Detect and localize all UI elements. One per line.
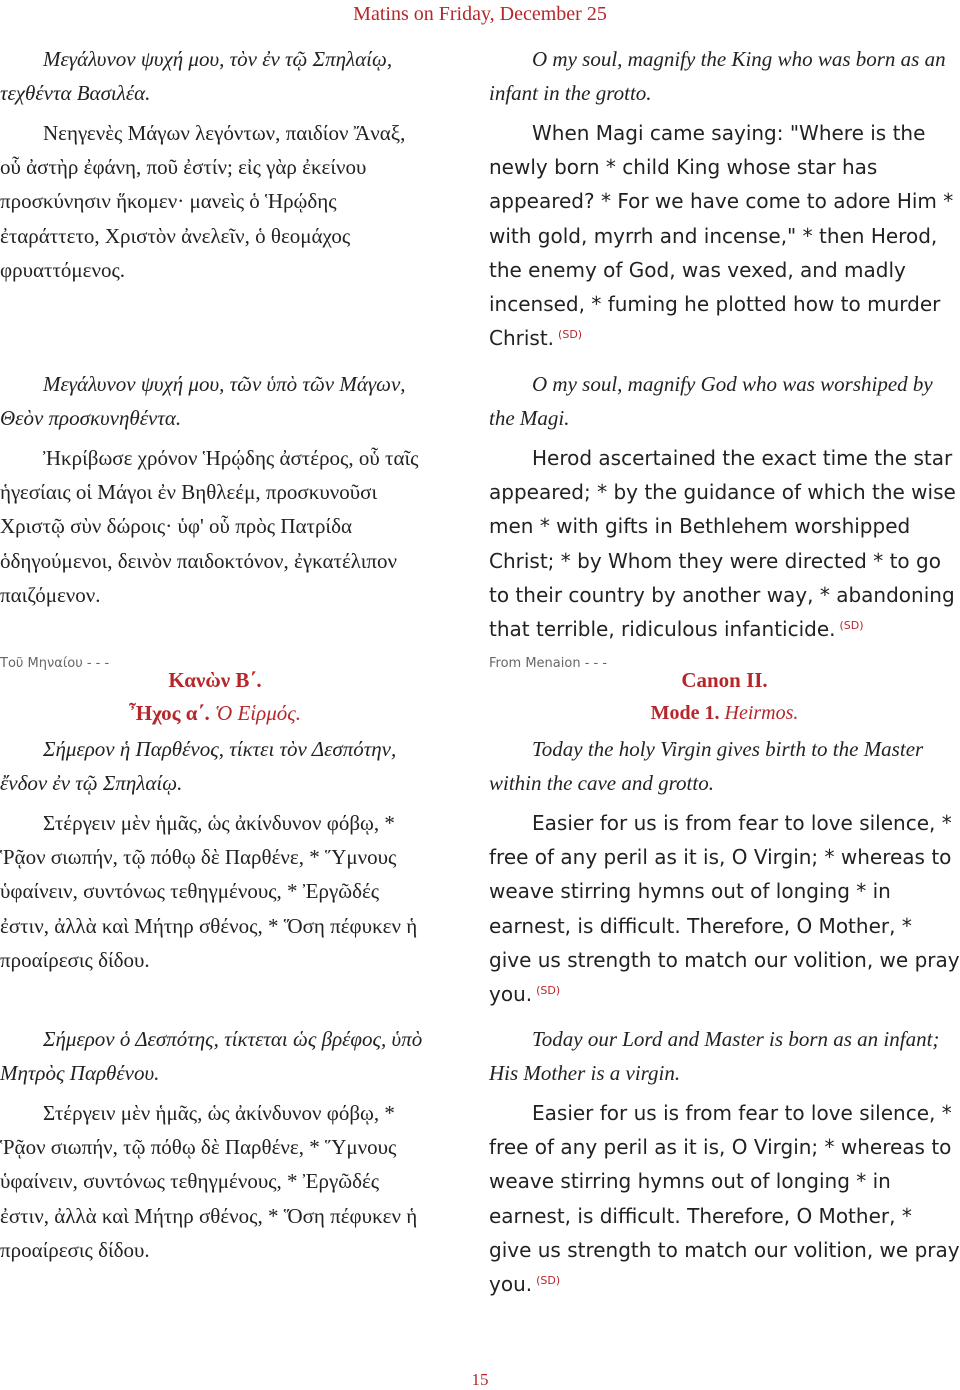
greek-mode: Ἦχος α΄. [128, 701, 210, 725]
greek-troparion-3: Στέργειν μὲν ἡμᾶς, ὡς ἀκίνδυνον φόβῳ, * Ῥᾷον σιωπήν, τῷ πόθῳ δὲ Παρθένε, * Ὕμνους ὑφαίνειν, συντόνως τεθηγμένους, * Ἐργῶδές ἐστιν, ἀλλὰ καὶ Μήτηρ σθένος, * Ὅση πέφυκεν ἡ προαίρεσις δίδου. [0, 811, 418, 972]
english-troparion-3: Easier for us is from fear to love silence, * free of any peril as it is, O Virgin; * whereas to weave stirring hymns out of longing * in earnest, is difficult. Therefore, O Mother, * give us strength to match our volition, we pray you. $^{(SD)}$ [489, 811, 960, 1007]
english-refrain-3: Today the holy Virgin gives birth to the Master within the cave and grotto. [489, 737, 924, 796]
greek-refrain-3: Σήμερον ἡ Παρθένος, τίκτει τὸν Δεσπότην, ἔνδον ἐν τῷ Σπηλαίῳ. [0, 737, 397, 796]
greek-canon-title: Κανὼν Β΄. [168, 668, 262, 692]
english-source-label: From Menaion - - - [489, 656, 608, 671]
greek-troparion-1: Νεηγενὲς Μάγων λεγόντων, παιδίον Ἄναξ, οὗ ἀστὴρ ἐφάνη, ποῦ ἐστίν; εἰς γὰρ ἐκείνου προσκύνησιν ἥκομεν· μανεὶς ὁ Ἡρῴδης ἐταράττετο, Χριστὸν ἀνελεῖν, ὁ θεομάχος φρυαττόμενος. [0, 121, 406, 282]
english-troparion-1: When Magi came saying: "Where is the newly born * child King whose star has appeared? * For we have come to adore Him * with gold, myrrh and incense," * then Herod, the enemy of God, was vexed, and madly incensed, * fuming he plotted how to murder Christ. $^{(SD)}$ [489, 121, 954, 351]
greek-refrain-2: Μεγάλυνον ψυχή μου, τῶν ὑπὸ τῶν Μάγων, Θεὸν προσκυνηθέντα. [0, 372, 406, 431]
sd-marker: (SD) [536, 1274, 561, 1288]
greek-mode-heirmos [0, 696, 430, 730]
greek-refrain-1: Μεγάλυνον ψυχή μου, τὸν ἐν τῷ Σπηλαίῳ, τεχθέντα Βασιλέα. [0, 47, 393, 106]
sd-marker: (SD) [839, 619, 864, 633]
greek-source-label: Τοῦ Μηναίου - - - [0, 656, 110, 671]
page-header: Matins on Friday, December 25 [353, 3, 607, 25]
english-refrain-2: O my soul, magnify God who was worshiped by the Magi. [489, 372, 933, 431]
english-refrain-1: O my soul, magnify the King who was born as an infant in the grotto. [489, 47, 946, 106]
greek-troparion-4: Στέργειν μὲν ἡμᾶς, ὡς ἀκίνδυνον φόβῳ, * Ῥᾷον σιωπήν, τῷ πόθῳ δὲ Παρθένε, * Ὕμνους ὑφαίνειν, συντόνως τεθηγμένους, * Ἐργῶδές ἐστιν, ἀλλὰ καὶ Μήτηρ σθένος, * Ὅση πέφυκεν ἡ προαίρεσις δίδου. [0, 1101, 418, 1262]
greek-troparion-2: Ἠκρίβωσε χρόνον Ἡρῴδης ἀστέρος, οὗ ταῖς ἡγεσίαις οἱ Μάγοι ἐν Βηθλεέμ, προσκυνοῦσι Χριστῷ σὺν δώροις· ὑφ' οὗ πρὸς Πατρίδα ὁδηγούμενοι, δεινὸν παιδοκτόνον, ἐγκατέλιπον παιζόμενον. [0, 446, 419, 607]
english-refrain-4: Today our Lord and Master is born as an infant; His Mother is a virgin. [489, 1027, 940, 1086]
greek-heirmos-label: Ὁ Εἱρμός. [215, 701, 302, 725]
english-heirmos-label: Heirmos. [724, 702, 799, 724]
english-troparion-4: Easier for us is from fear to love silence, * free of any peril as it is, O Virgin; * whereas to weave stirring hymns out of longing * in earnest, is difficult. Therefore, O Mother, * give us strength to match our volition, we pray you. $^{(SD)}$ [489, 1101, 960, 1297]
english-mode-heirmos [489, 696, 960, 730]
english-canon-title: Canon II. [681, 668, 768, 692]
english-troparion-2: Herod ascertained the exact time the star appeared; * by the guidance of which the wise men * with gifts in Bethlehem worshipped Christ; * by Whom they were directed * to go to their country by another way, * abandoning that terrible, ridiculous infanticide. $^{(SD)}$ [489, 446, 956, 642]
page-number: 15 [471, 1370, 489, 1389]
english-mode: Mode 1. [650, 702, 720, 724]
sd-marker: (SD) [558, 328, 583, 342]
sd-marker: (SD) [536, 984, 561, 998]
greek-refrain-4: Σήμερον ὁ Δεσπότης, τίκτεται ὡς βρέφος, ὑπὸ Μητρὸς Παρθένου. [0, 1027, 423, 1086]
